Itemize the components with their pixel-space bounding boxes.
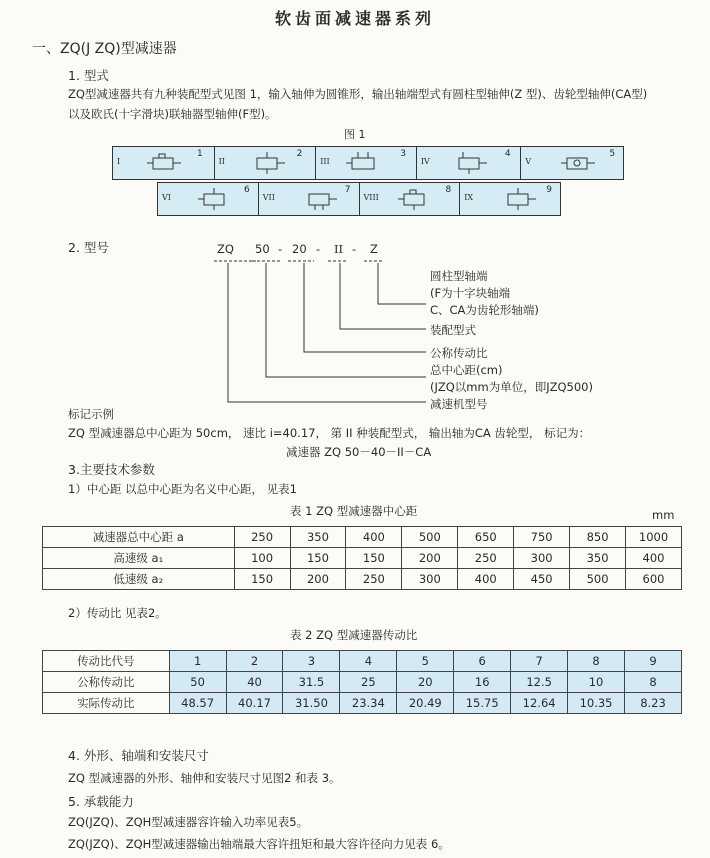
model-dash: - — [316, 242, 321, 256]
type-heading: 1. 型式 — [68, 68, 109, 83]
table-cell: 8 — [568, 651, 625, 672]
type-text-line1: ZQ型减速器共有九种装配型式见图 1，输入轴伸为圆锥形，输出轴端型式有圆柱型轴伸(Z 型)、齿轮型轴伸(CA型) — [68, 87, 648, 101]
section1-heading: 一、ZQ(J ZQ)型减速器 — [32, 41, 177, 57]
table-cell: 10 — [568, 672, 625, 693]
table-cell: 250 — [458, 548, 514, 569]
model-dash: - — [352, 242, 357, 256]
table-cell: 40 — [226, 672, 283, 693]
table-cell: 23.34 — [340, 693, 397, 714]
assembly-number: 2 — [296, 149, 303, 159]
annotation-center-distance: 总中心距(cm) — [430, 363, 503, 377]
table-cell: 31.5 — [283, 672, 340, 693]
assembly-roman-label: VII — [262, 193, 275, 202]
table-cell: 25 — [340, 672, 397, 693]
figure-caption: 图 1 — [344, 128, 366, 141]
table-cell: 450 — [514, 569, 570, 590]
table-cell: 12.5 — [511, 672, 568, 693]
table-row — [43, 527, 682, 548]
ratio-table — [42, 650, 682, 714]
params-sub2: 2）传动比 见表2。 — [68, 606, 167, 620]
assembly-number: 7 — [344, 185, 351, 195]
table-cell: 31.50 — [283, 693, 340, 714]
table-cell: 200 — [290, 569, 346, 590]
table-cell: 200 — [402, 548, 458, 569]
row-label: 低速级 a₂ — [43, 569, 235, 590]
table-cell: 4 — [340, 651, 397, 672]
annotation-ratio: 公称传动比 — [430, 346, 488, 360]
table-cell: 650 — [458, 527, 514, 548]
assembly-roman-label: V — [525, 157, 532, 166]
table-cell: 750 — [514, 527, 570, 548]
table-cell: 9 — [625, 651, 682, 672]
table-cell: 50 — [169, 672, 226, 693]
table-cell: 16 — [454, 672, 511, 693]
table-row — [43, 548, 682, 569]
table-cell: 300 — [402, 569, 458, 590]
assembly-number: 4 — [504, 149, 511, 159]
table-cell: 10.35 — [568, 693, 625, 714]
table-cell: 150 — [346, 548, 402, 569]
table-cell: 8.23 — [625, 693, 682, 714]
table-cell: 1000 — [626, 527, 682, 548]
assembly-number: 8 — [445, 185, 452, 195]
table-cell: 500 — [570, 569, 626, 590]
section5-text2: ZQ(JZQ)、ZQH型减速器输出轴端最大容许扭矩和最大容许径向力见表 6。 — [68, 837, 450, 851]
table-cell: 400 — [626, 548, 682, 569]
assembly-roman-label: II — [218, 157, 225, 166]
table1-caption: 表 1 ZQ 型减速器中心距 — [290, 504, 418, 518]
table-cell: 7 — [511, 651, 568, 672]
table-cell: 3 — [283, 651, 340, 672]
example-heading: 标记示例 — [68, 407, 114, 421]
table-cell: 350 — [290, 527, 346, 548]
table-row — [43, 651, 682, 672]
assembly-number: 6 — [244, 185, 250, 195]
table-cell: 600 — [626, 569, 682, 590]
assembly-roman-label: III — [320, 157, 330, 166]
table-row — [43, 693, 682, 714]
assembly-roman-label: IX — [464, 193, 474, 202]
table-cell: 100 — [234, 548, 290, 569]
model-part-shaft: Z — [370, 242, 378, 256]
table-cell: 400 — [458, 569, 514, 590]
assembly-roman-label: IV — [420, 157, 430, 166]
model-part-assembly: II — [334, 242, 344, 256]
model-part-ratio: 20 — [292, 242, 307, 256]
table-cell: 350 — [570, 548, 626, 569]
annotation-ca-type: C、CA为齿轮形轴端) — [430, 303, 539, 317]
assembly-roman-label: VI — [162, 193, 171, 202]
assembly-number: 1 — [197, 149, 203, 159]
center-distance-table — [42, 526, 682, 590]
section5-text1: ZQ(JZQ)、ZQH型减速器容许输入功率见表5。 — [68, 815, 309, 829]
row-label: 传动比代号 — [43, 651, 170, 672]
table-cell: 8 — [625, 672, 682, 693]
annotation-jzq-note: (JZQ以mm为单位，即JZQ500) — [430, 380, 593, 394]
model-part-center: 50 — [255, 242, 270, 256]
assembly-roman-label: VIII — [363, 193, 379, 202]
table-row — [43, 672, 682, 693]
row-label: 减速器总中心距 a — [43, 527, 235, 548]
section5-heading: 5. 承载能力 — [68, 794, 134, 809]
row-label: 高速级 a₁ — [43, 548, 235, 569]
table2-caption: 表 2 ZQ 型减速器传动比 — [290, 628, 418, 642]
table-cell: 400 — [346, 527, 402, 548]
table-cell: 1 — [169, 651, 226, 672]
table-cell: 20.49 — [397, 693, 454, 714]
row-label: 公称传动比 — [43, 672, 170, 693]
table-cell: 250 — [346, 569, 402, 590]
params-heading: 3.主要技术参数 — [68, 462, 155, 477]
table-cell: 48.57 — [169, 693, 226, 714]
table-cell: 5 — [397, 651, 454, 672]
table-cell: 150 — [234, 569, 290, 590]
model-heading: 2. 型号 — [68, 240, 109, 255]
table-cell: 6 — [454, 651, 511, 672]
table-cell: 850 — [570, 527, 626, 548]
section4-text: ZQ 型减速器的外形、轴伸和安装尺寸见图2 和表 3。 — [68, 771, 341, 785]
page-title: 软齿面减速器系列 — [274, 9, 435, 28]
model-part-zq: ZQ — [217, 242, 234, 256]
section4-heading: 4. 外形、轴端和安装尺寸 — [68, 748, 209, 763]
table-row — [43, 569, 682, 590]
table-cell: 500 — [402, 527, 458, 548]
annotation-cylinder-shaft: 圆柱型轴端 — [430, 269, 488, 283]
assembly-number: 9 — [546, 185, 552, 195]
assembly-roman-label: I — [117, 157, 121, 166]
table-cell: 300 — [514, 548, 570, 569]
model-dash: - — [278, 242, 283, 256]
annotation-model: 减速机型号 — [430, 397, 488, 411]
table-cell: 2 — [226, 651, 283, 672]
table-cell: 12.64 — [511, 693, 568, 714]
table-cell: 15.75 — [454, 693, 511, 714]
assembly-number: 3 — [400, 149, 406, 159]
table1-unit: mm — [652, 508, 675, 522]
example-text: ZQ 型减速器总中心距为 50cm， 速比 i=40.17， 第 II 种装配型式， 输出轴为CA 齿轮型， 标记为： — [68, 426, 591, 440]
example-mark: 减速器 ZQ 50－40－II－CA — [286, 445, 432, 459]
annotation-f-type: (F为十字块轴端 — [430, 286, 511, 300]
type-text-line2: 以及欧氏(十字滑块)联轴器型轴伸(F型)。 — [68, 107, 277, 121]
table-cell: 250 — [234, 527, 290, 548]
assembly-number: 5 — [609, 149, 616, 159]
row-label: 实际传动比 — [43, 693, 170, 714]
table-cell: 40.17 — [226, 693, 283, 714]
params-sub1: 1）中心距 以总中心距为名义中心距， 见表1 — [68, 482, 297, 496]
annotation-assembly: 装配型式 — [430, 323, 476, 337]
table-cell: 150 — [290, 548, 346, 569]
table-cell: 20 — [397, 672, 454, 693]
